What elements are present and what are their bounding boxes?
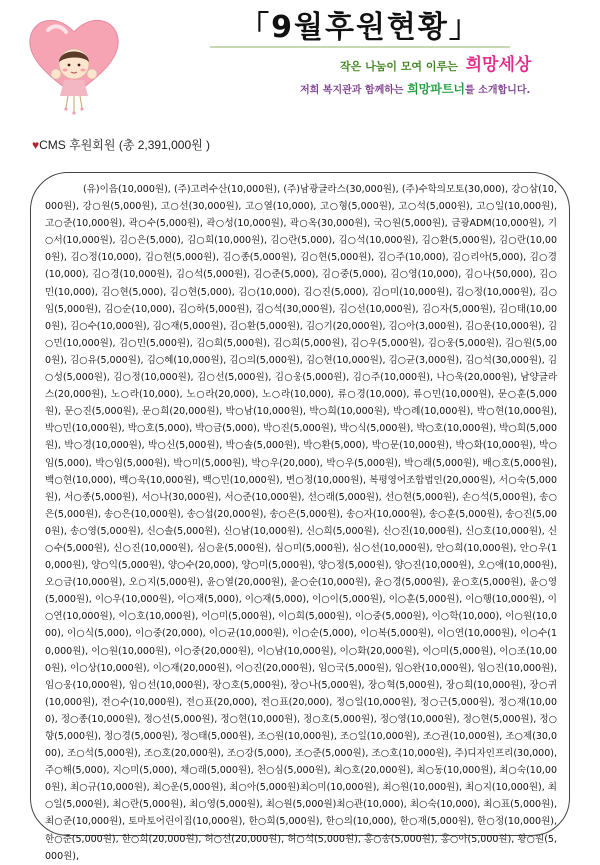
- heart-icon: ♥: [32, 138, 40, 152]
- slogan-line-2: [300, 80, 530, 97]
- slogan2-prefix: 저희 복지관과 함께하는: [300, 85, 404, 96]
- section-title-text: CMS 후원회원 (총 2,391,000원 ): [39, 138, 211, 152]
- slogan2-partner: 희망파트너: [407, 82, 466, 96]
- page-header: [0, 0, 600, 120]
- title-underline: [210, 46, 510, 48]
- slogan-prefix: 작은 나눔이 모여 이루는: [340, 60, 458, 73]
- page-title: [140, 2, 580, 48]
- slogan-brand: 희망세상: [465, 55, 532, 75]
- slogan2-suffix: 를 소개합니다.: [465, 85, 531, 96]
- page-title-text: 「9월후원현황」: [239, 10, 481, 45]
- donor-list-text: (유)이음(10,000원), (주)고려수산(10,000원), (주)남광글라스(30,000원), (주)수학의모토(30,000), 강○삼(10,000원), 강○원(5,000원), 고○선(30,000원), 고○열(10,000), 고○형(5,000원), 고○석(5,000원), 고○일(10,000원), 고○준(10,000원), 곽○수(5,000원), 곽○성(10,000원), 곽○옥(30,000원), 국○원(5,000원), 금광ADM(10,000원), 기○서(10,000원), 김○은(5,000), 김○희(10,000원), 김○란(5,000), 김○석(10,000원), 김○환(5,000원), 김○란(10,000원), 김○정(10,000), 김○현(5,000원), 김○종(5,000원), 김○현(5,000원), 김○주(10,000), 김○리아(5,000), 김○경(10,000), 김○경(10,000원), 김○석(5,000원), 김○준(5,000), 김○중(5,000), 김○영(10,000), 김○나(50,000), 김○민(10,000), 김○현(5,000), 김○현(5,000), 김○(10,000), 김○진(5,000), 김○미(10,000원), 김○정(10,000원), 김○임(5,000원), 김○순(10,000), 김○하(5,000원), 김○석(30,000원), 김○선(10,000원), 김○자(5,000원), 김○태(10,000원), 김○수(10,000원), 김○재(5,000원), 김○환(5,000원), 김○기(20,000원), 김○아(3,000원), 김○운(10,000원), 김○민(10,000원), 김○민(5,000원), 김○희(5,000원), 김○희(5,000원), 김○우(5,000원), 김○웅(5,000원), 김○원(5,000원), 김○유(5,000원), 김○혜(10,000원), 김○의(5,000원), 김○현(10,000원), 김○균(3,000원), 김○석(30,000원), 김○성(5,000원), 김○정(10,000원), 김○선(5,000원), 김○웅(5,000원), 김○주(10,000원), 나○욱(20,000원), 남양글라스(20,000원), 노○라(10,000), 노○라(20,000), 노○라(10,000), 류○경(10,000), 류○민(10,000원), 문○훈(5,000원), 문○진(5,000원), 문○희(20,000원), 박○남(10,000원), 박○희(10,000원), 박○례(10,000원), 박○현(10,000원), 박○민(10,000원), 박○호(5,000), 박○금(5,000), 박○진(5,000원), 박○식(5,000원), 박○호(10,000원), 박○희(5,000원), 박○경(10,000원), 박○신(5,000원), 박○솔(5,000원), 박○환(5,000), 박○문(10,000원), 박○화(10,000원), 박○임(5,000), 박○임(5,000원), 박○미(5,000원), 박○우(20,000), 박○우(5,000원), 박○래(5,000원), 배○호(5,000원), 백○현(10,000), 백○욱(10,000원), 백○민(10,000원), 변○정(10,000원), 복평영어조합법인(20,000원), 서○숙(5,000원), 서○종(5,000원), 서○나(30,000원), 서○준(10,000원), 선○래(5,000원), 선○현(5,000원), 손○석(5,000원), 송○은(5,000원), 송○은(10,000원), 송○섭(20,000원), 송○은(5,000원), 송○자(10,000원), 송○훈(5,000원), 송○진(5,000원), 송○영(5,000원), 신○솔(5,000원), 신○남(10,000원), 신○희(5,000원), 신○진(10,000원), 신○호(10,000원), 신○수(5,000원), 신○진(10,000원), 심○윤(5,000원), 심○미(5,000원), 심○선(10,000원), 안○희(10,000원), 안○우(10,000원), 양○익(5,000원), 양○수(20,000), 양○미(5,000원), 양○정(5,000원), 양○진(10,000원), 오○애(10,000원), 오○금(10,000원), 오○지(5,000원), 윤○열(20,000원), 윤○순(10,000원), 윤○경(5,000원), 윤○호(5,000원), 윤○영(5,000원), 이○우(10,000원), 이○재(5,000), 이○재(5,000), 이○이(5,000원), 이○훈(5,000원), 이○행(10,000원), 이○연(10,000원), 이○호(10,000원), 이○미(5,000원), 이○희(5,000원), 이○중(5,000원), 이○학(10,000), 이○원(10,000), 이○식(5,000), 이○중(20,000), 이○균(10,000원), 이○순(5,000), 이○복(5,000원), 이○연(10,000원), 이○수(10,000원), 이○원(10,000원), 이○중(20,000원), 이○남(10,000원), 이○화(20,000원), 이○미(5,000원), 이○조(10,000원), 이○상(10,000원), 이○재(20,000원), 이○진(20,000원), 임○국(5,000원), 임○완(10,000원), 임○진(10,000원), 임○웅(10,000원), 임○선(10,000원), 장○호(5,000원), 장○나(5,000원), 장○혁(5,000원), 장○희(10,000원), 장○귀(10,000원), 전○수(10,000원), 전○표(20,000), 전○표(20,000), 정○일(10,000원), 정○근(5,000원), 정○재(10,000), 정○종(10,000원), 정○선(5,000원), 정○현(10,000원), 정○호(5,000원), 정○영(10,000원), 정○현(5,000원), 정○향(5,000원), 정○경(5,000원), 정○태(5,000원), 조○원(10,000원), 조○일(10,000원), 조○권(10,000원), 조○제(30,000), 조○석(5,000원), 조○호(20,000원), 조○강(5,000), 조○준(5,000원), 조○호(10,000원), 주)디자인프리(30,000), 주○해(5,000), 지○미(5,000), 채○래(5,000원), 천○심(5,000원), 최○호(20,000원), 최○동(10,000원), 최○숙(10,000원), 최○규(10,000원), 최○운(5,000원), 최○아(5,000원)최○미(10,000원), 최○원(10,000원), 최○지(10,000원), 최○일(5,000원), 최○란(5,000원), 최○영(5,000원), 최○원(5,000원)최○관(10,000), 최○숙(10,000), 최○표(5,000원), 최○준(10,000원), 토마토어린이집(10,000원), 한○희(5,000원), 한○의(10,000), 한○재(5,000원), 한○정(10,000원), 한○준(5,000원), 한○희(20,000원), 허○선(20,000원), 허○석(5,000원), 홍○송(5,000원), 홍○아(5,000원), 황○원(5,000원),: [45, 184, 557, 862]
- slogan-line-1: [340, 50, 531, 75]
- child-heart-illustration: [18, 4, 130, 116]
- section-title: [32, 136, 210, 153]
- donor-list-box: [30, 172, 570, 862]
